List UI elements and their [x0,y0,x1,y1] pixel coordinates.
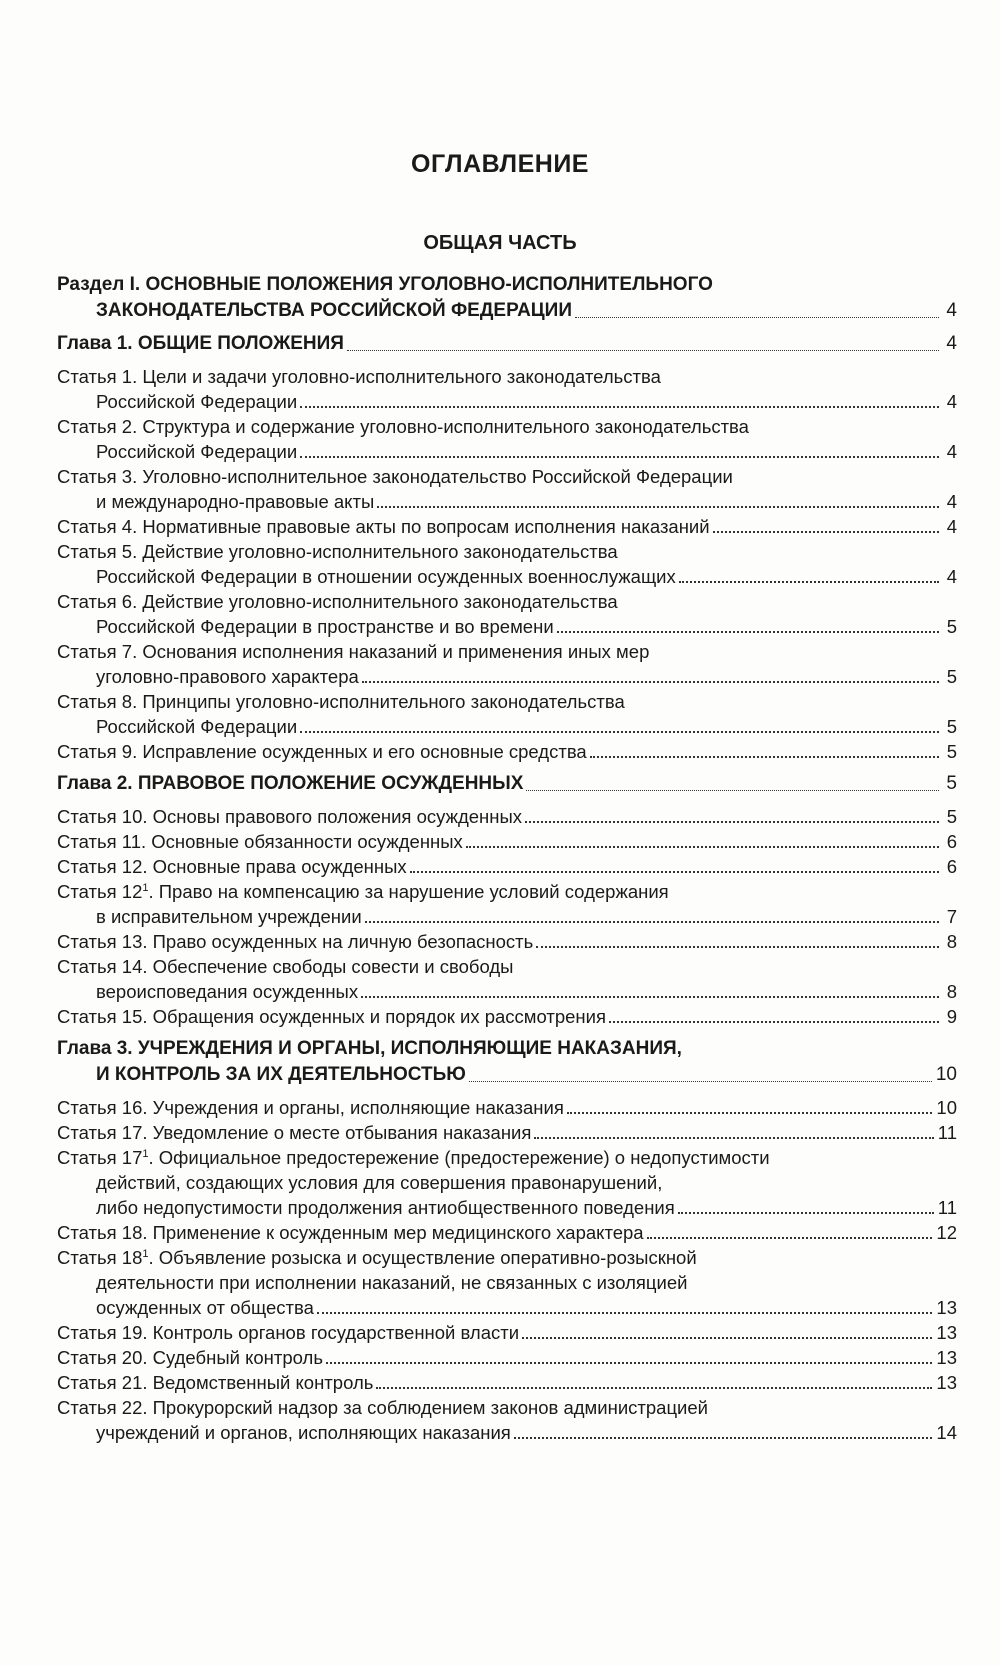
toc-line [57,1420,957,1445]
toc-entry [57,1395,957,1445]
dot-leader [300,456,939,458]
dot-leader [679,581,939,583]
toc-text: вероисповедания осужденных [96,981,359,1002]
toc-entry [57,829,957,854]
dot-leader [466,846,939,848]
toc-line-text [57,739,587,764]
toc-text: в исправительном учреждении [96,906,362,927]
dot-leader [376,1387,932,1389]
toc-line-text [57,1320,519,1345]
toc-text: Статья 5. Действие уголовно-исполнительного законодательства [57,541,618,562]
toc-line [57,879,957,904]
page-number: 8 [946,931,957,952]
toc-text: Российской Федерации [96,716,298,737]
toc-text: Статья 22. Прокурорский надзор за соблюдением законов администрацией [57,1397,709,1418]
toc-text: Статья 21. Ведомственный контроль [57,1372,374,1393]
page-number: 7 [946,906,957,927]
toc-text: Российской Федерации [96,391,298,412]
toc-text: Статья 11. Основные обязанности осужденных [57,831,463,852]
toc-line-text [57,641,649,662]
page-number: 4 [946,491,957,512]
toc-line-text [57,1397,708,1418]
toc-line [57,929,957,954]
toc-line [57,714,957,739]
dot-leader [377,506,939,508]
toc-line [57,804,957,829]
toc-line [57,1295,957,1320]
toc-entry [57,414,957,464]
dot-leader [678,1212,934,1214]
toc-line-text [57,881,669,902]
toc-entry [57,854,957,879]
page-title: ОГЛАВЛЕНИЕ [411,150,589,178]
toc-text: Российской Федерации в отношении осужденных военнослужащих [96,566,676,587]
toc-text: Статья 1. Цели и задачи уголовно-исполнительного законодательства [57,366,661,387]
toc-entry [57,1120,957,1145]
toc-line-text [96,439,297,464]
toc-line [57,489,957,514]
toc-line-text [57,416,749,437]
dot-leader [609,1021,939,1023]
toc-entry [57,1220,957,1245]
toc-line-text [57,1120,531,1145]
toc-text: Российской Федерации в пространстве и во времени [96,616,554,637]
toc-entry [57,514,957,539]
page-number: 5 [946,666,957,687]
toc-line-text [57,466,733,487]
toc-entry [57,1320,957,1345]
toc-text: Статья 8. Принципы уголовно-исполнительного законодательства [57,691,625,712]
page-number: 11 [937,1197,957,1218]
toc-entry [57,1095,957,1120]
toc-entry [57,464,957,514]
toc-line-text [57,541,618,562]
toc-line-text [57,274,713,295]
toc-line-text [96,1272,687,1293]
toc-line [57,389,957,414]
dot-leader [514,1437,933,1439]
toc-entry [57,364,957,414]
page-number: 14 [936,1422,957,1443]
toc-line [57,1220,957,1245]
toc-entry [57,1345,957,1370]
toc-text: . Официальное предостережение (предостережение) о недопустимости [148,1147,770,1168]
toc-line [57,539,957,564]
toc-entry [57,1370,957,1395]
toc-line-text [96,664,359,689]
toc-text: Статья 15. Обращения осужденных и порядок их рассмотрения [57,1006,607,1027]
toc-line [57,664,957,689]
dot-leader [567,1112,933,1114]
page-number: 6 [946,856,957,877]
dot-leader [536,946,939,948]
toc-line [57,464,957,489]
toc-text: Статья 2. Структура и содержание уголовно-исполнительного законодательства [57,416,749,437]
toc-line [57,1145,957,1170]
toc-line [57,639,957,664]
toc-line [57,904,957,929]
toc-entry [57,1004,957,1029]
toc-text: Глава 2. ПРАВОВОЕ ПОЛОЖЕНИЕ ОСУЖДЕННЫХ [57,773,524,794]
toc-line [57,514,957,539]
toc-text: Статья 12 [57,881,143,902]
toc-text: Статья 7. Основания исполнения наказаний и применения иных мер [57,641,650,662]
toc-heading [57,771,957,797]
toc-line [57,1036,957,1062]
toc-line [57,1004,957,1029]
toc-line [57,1062,957,1088]
toc-line [57,564,957,589]
toc-text: Статья 10. Основы правового положения осужденных [57,806,523,827]
dot-leader [557,631,939,633]
dot-leader [590,756,939,758]
toc-line [57,1245,957,1270]
toc-text: Статья 17. Уведомление о месте отбывания наказания [57,1122,532,1143]
toc-entry [57,879,957,929]
toc-line [57,1270,957,1295]
toc-line [57,1170,957,1195]
toc-line-text [96,1195,675,1220]
toc-line-text [57,331,344,357]
page-number: 4 [946,391,957,412]
toc-line [57,771,957,797]
dot-leader [575,317,939,318]
toc-line-text [96,389,297,414]
toc-line-text [96,564,676,589]
toc-text: осужденных от общества [96,1297,314,1318]
toc-text: Статья 17 [57,1147,143,1168]
page-number: 10 [935,1064,957,1085]
toc-line-text [57,1247,697,1268]
toc-line [57,1195,957,1220]
toc-line-text [96,904,362,929]
dot-leader [534,1137,933,1139]
page-number: 4 [946,566,957,587]
toc-line-text [96,1295,314,1320]
toc-line [57,689,957,714]
page-number: 5 [946,716,957,737]
toc-line [57,854,957,879]
toc-line-text [57,929,533,954]
page-number: 13 [936,1297,957,1318]
toc-line-text [57,804,522,829]
dot-leader [647,1237,933,1239]
superscript-index: 1 [142,882,149,894]
toc-line [57,1095,957,1120]
dot-leader [361,996,939,998]
dot-leader [317,1312,933,1314]
toc-line [57,331,957,357]
toc-text: Российской Федерации [96,441,298,462]
dot-leader [410,871,939,873]
toc-text: Статья 18 [57,1247,143,1268]
toc-text: Глава 3. УЧРЕЖДЕНИЯ И ОРГАНЫ, ИСПОЛНЯЮЩИЕ НАКАЗАНИЯ, [57,1038,682,1059]
toc-line-text [57,1220,644,1245]
toc-entry [57,589,957,639]
page-number: 4 [946,300,957,321]
toc-text: и международно-правовые акты [96,491,375,512]
dot-leader [347,350,939,351]
toc-text: Статья 9. Исправление осужденных и его основные средства [57,741,587,762]
page-number: 12 [936,1222,957,1243]
page-number: 9 [946,1006,957,1027]
toc-text: учреждений и органов, исполняющих наказания [96,1422,511,1443]
toc-line-text [96,1172,662,1193]
part-heading: ОБЩАЯ ЧАСТЬ [423,232,577,254]
toc-line-text [96,1420,511,1445]
toc-line-text [57,956,513,977]
toc-line-text [57,591,618,612]
toc-line [57,1120,957,1145]
toc-line [57,1370,957,1395]
toc-text: Статья 6. Действие уголовно-исполнительного законодательства [57,591,618,612]
toc-line [57,589,957,614]
toc-entry [57,739,957,764]
toc-line [57,1345,957,1370]
toc-text: Статья 19. Контроль органов государственной власти [57,1322,520,1343]
dot-leader [713,531,939,533]
toc-text: Статья 16. Учреждения и органы, исполняющие наказания [57,1097,564,1118]
toc-text: действий, создающих условия для совершения правонарушений, [96,1172,663,1193]
toc-line [57,364,957,389]
page-number: 4 [946,333,957,354]
toc-entry [57,639,957,689]
toc-text: Статья 14. Обеспечение свободы совести и свободы [57,956,514,977]
toc-text: Статья 4. Нормативные правовые акты по вопросам исполнения наказаний [57,516,710,537]
page-number: 4 [946,516,957,537]
dot-leader [469,1081,932,1082]
toc-text: . Объявление розыска и осуществление оперативно-розыскной [148,1247,697,1268]
page-number: 5 [946,773,957,794]
toc-line [57,954,957,979]
toc-line-text [57,691,625,712]
toc-line-text [96,714,297,739]
toc-entry [57,954,957,1004]
page-number: 13 [936,1372,957,1393]
toc-text: либо недопустимости продолжения антиобщественного поведения [96,1197,675,1218]
toc-text: Раздел I. ОСНОВНЫЕ ПОЛОЖЕНИЯ УГОЛОВНО-ИСПОЛНИТЕЛЬНОГО [57,274,713,295]
toc-line-text [57,771,523,797]
toc-line-text [96,489,374,514]
toc-line [57,272,957,298]
toc-line-text [57,829,463,854]
toc-text: ЗАКОНОДАТЕЛЬСТВА РОССИЙСКОЙ ФЕДЕРАЦИИ [96,300,572,321]
toc-line-text [57,366,661,387]
toc-line [57,439,957,464]
superscript-index: 1 [142,1148,149,1160]
toc-text: уголовно-правового характера [96,666,359,687]
toc-text: И КОНТРОЛЬ ЗА ИХ ДЕЯТЕЛЬНОСТЬЮ [96,1064,466,1085]
toc-text: Статья 12. Основные права осужденных [57,856,407,877]
dot-leader [522,1337,932,1339]
toc-heading [57,1036,957,1088]
toc-line [57,1395,957,1420]
toc-line-text [96,1062,466,1088]
toc-heading [57,331,957,357]
toc-text: Глава 1. ОБЩИЕ ПОЛОЖЕНИЯ [57,333,344,354]
toc-line-text [57,854,407,879]
toc-line-text [96,298,572,324]
toc-entry [57,1145,957,1220]
toc-line-text [57,1038,682,1059]
toc-text: Статья 13. Право осужденных на личную безопасность [57,931,534,952]
toc-entry [57,1245,957,1320]
toc-line [57,739,957,764]
page-number: 5 [946,806,957,827]
toc-entry [57,804,957,829]
dot-leader [362,681,939,683]
page-number: 13 [936,1322,957,1343]
toc-entry [57,539,957,589]
toc-line-text [57,1147,770,1168]
toc-line-text [57,514,710,539]
toc-line-text [57,1345,323,1370]
toc-entry [57,689,957,739]
toc-heading [57,272,957,324]
dot-leader [326,1362,932,1364]
toc-text: Статья 20. Судебный контроль [57,1347,323,1368]
toc-line [57,614,957,639]
page-number: 6 [946,831,957,852]
table-of-contents [57,272,957,1445]
dot-leader [525,821,939,823]
toc-text: Статья 3. Уголовно-исполнительное законодательство Российской Федерации [57,466,733,487]
toc-line [57,829,957,854]
toc-entry [57,929,957,954]
dot-leader [300,406,939,408]
toc-line-text [57,1370,373,1395]
toc-line-text [57,1095,564,1120]
dot-leader [526,790,939,791]
toc-line [57,414,957,439]
page-number: 5 [946,616,957,637]
page-number: 8 [946,981,957,1002]
dot-leader [300,731,939,733]
toc-text: Статья 18. Применение к осужденным мер медицинского характера [57,1222,644,1243]
page-number: 11 [937,1122,957,1143]
toc-line-text [96,614,554,639]
toc-line [57,298,957,324]
page-number: 10 [936,1097,957,1118]
toc-line-text [57,1004,606,1029]
page-number: 13 [936,1347,957,1368]
page-number: 4 [946,441,957,462]
toc-text: деятельности при исполнении наказаний, не связанных с изоляцией [96,1272,688,1293]
superscript-index: 1 [142,1248,149,1260]
toc-line-text [96,979,358,1004]
toc-text: . Право на компенсацию за нарушение условий содержания [148,881,669,902]
toc-line [57,979,957,1004]
toc-line [57,1320,957,1345]
page-number: 5 [946,741,957,762]
dot-leader [365,921,939,923]
